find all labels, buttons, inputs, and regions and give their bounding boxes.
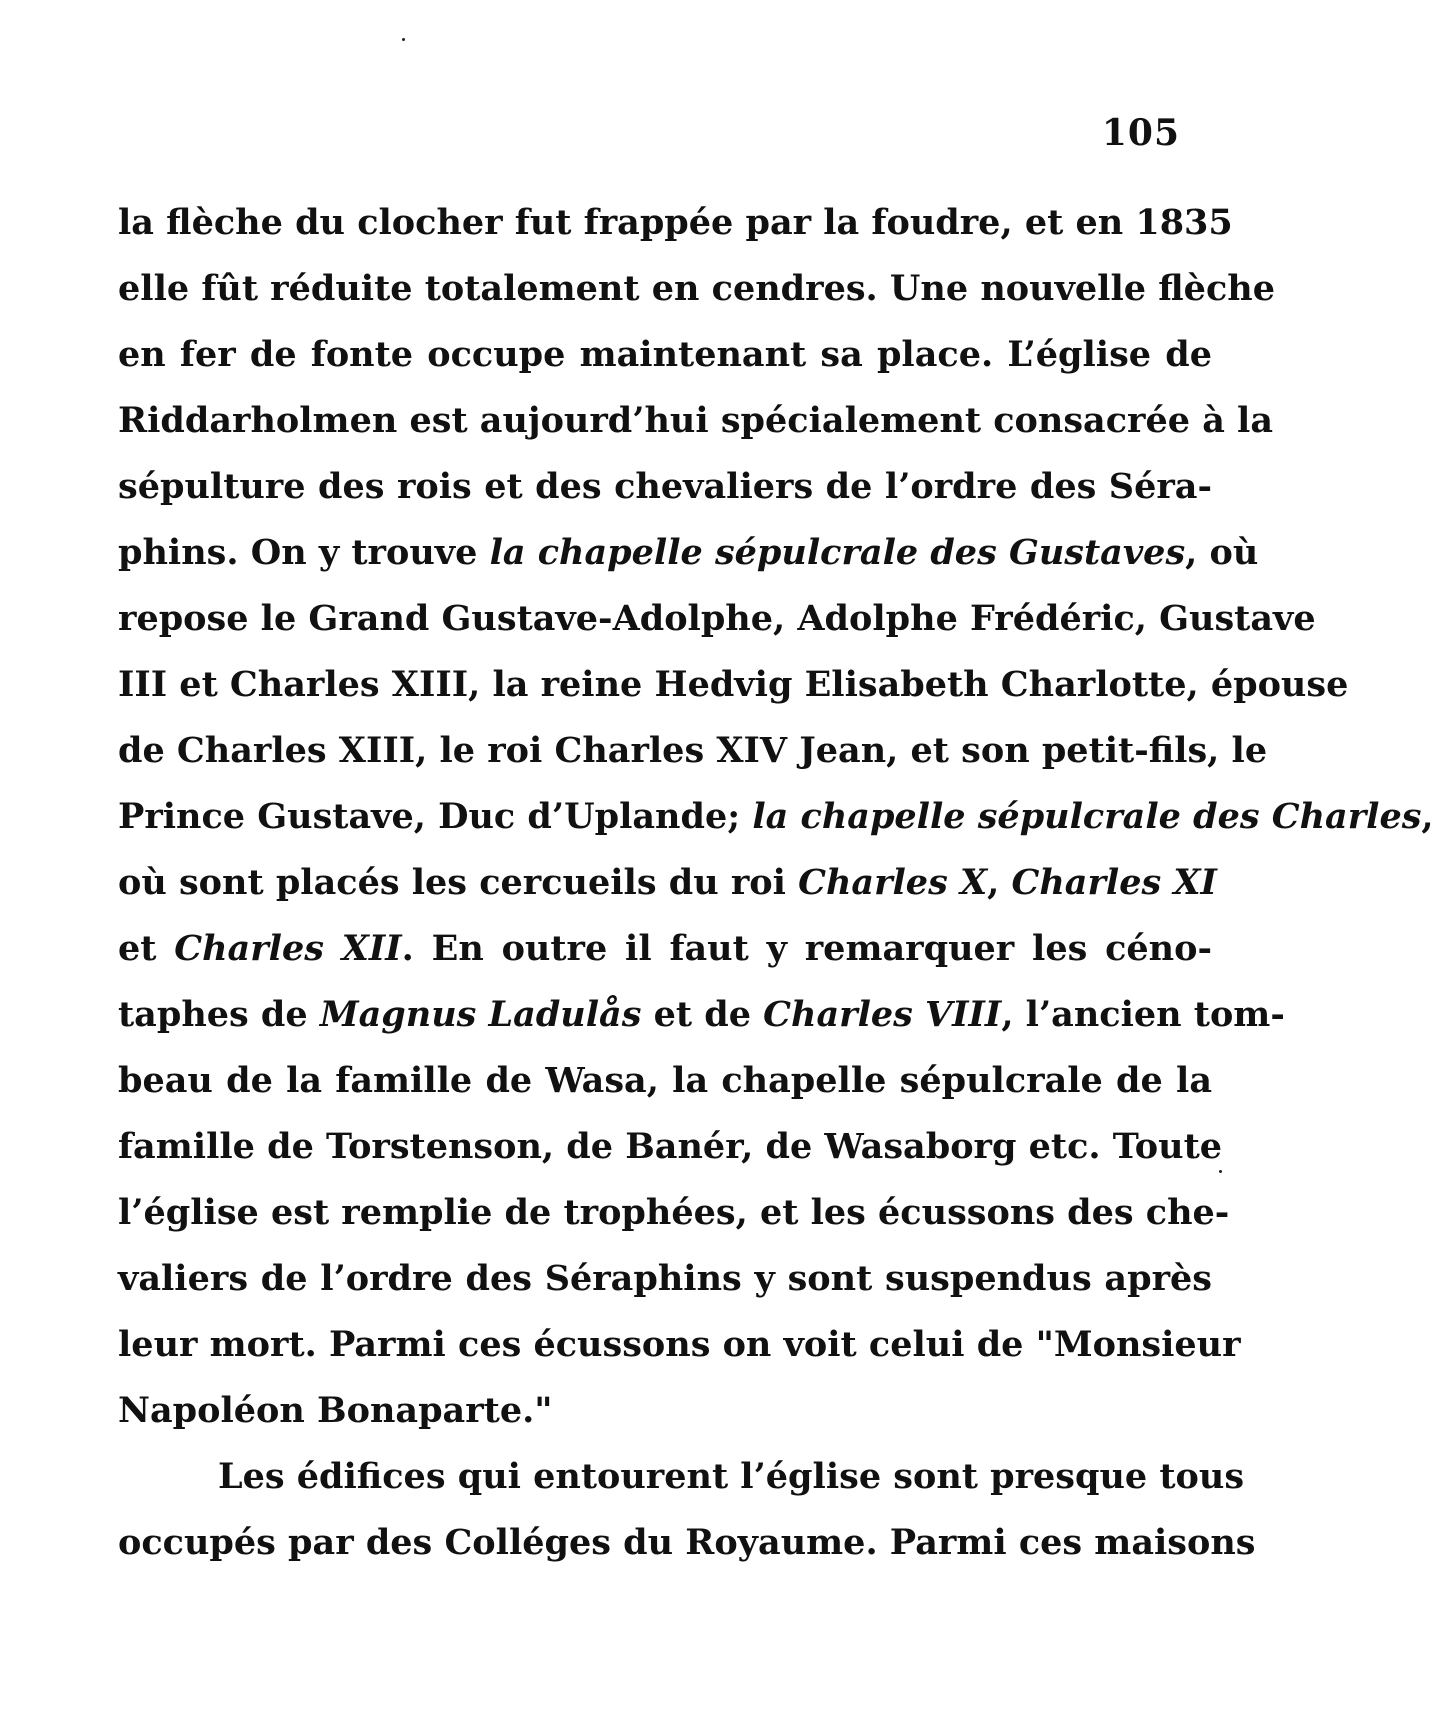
text-line [118,982,1285,1048]
text-line [118,1378,1212,1444]
text-segment: sépulture des rois et des chevaliers de l’ordre des Séra- [118,466,1212,507]
text-line [118,1246,1212,1312]
text-segment: III et Charles XIII, la reine Hedvig Elisabeth Charlotte, épouse [118,664,1349,705]
text-segment: valiers de l’ordre des Séraphins y sont suspendus après [118,1258,1212,1299]
text-segment: l’église est remplie de trophées, et les écussons des che- [118,1192,1230,1233]
text-line [118,916,1212,982]
text-line [118,190,1233,256]
italic-text: la chapelle sépulcrale des Gustaves [489,532,1186,573]
text-line [118,1444,1245,1510]
italic-text: Charles XII [174,928,402,969]
text-segment: occupés par des Colléges du Royaume. Parmi ces maisons [118,1522,1256,1563]
italic-text: Magnus Ladulås [319,994,642,1035]
text-segment: beau de la famille de Wasa, la chapelle sépulcrale de la [118,1060,1212,1101]
text-line [118,1312,1241,1378]
italic-text: Charles VIII [763,994,1002,1035]
text-segment: famille de Torstenson, de Banér, de Wasaborg etc. Toute [118,1126,1223,1167]
italic-text: Charles X [798,862,988,903]
text-segment: elle fût réduite totalement en cendres. Une nouvelle flèche [118,268,1275,309]
text-segment: Napoléon Bonaparte." [118,1390,553,1431]
text-line [118,784,1434,850]
text-segment: , [1421,796,1434,837]
text-line [118,256,1275,322]
text-segment: et [118,928,175,969]
text-line [118,652,1349,718]
italic-text: Charles XI [1011,862,1217,903]
paragraph-2 [118,1444,1256,1576]
text-segment: Riddarholmen est aujourd’hui spécialement consacrée à la [118,400,1274,441]
text-segment: , où [1185,532,1259,573]
text-line [118,1510,1256,1576]
text-line [118,322,1212,388]
body-text [118,190,1434,1576]
text-segment: phins. On y trouve [118,532,490,573]
paragraph-1 [118,190,1434,1444]
text-segment: où sont placés les cercueils du roi [118,862,799,903]
text-line [118,1180,1230,1246]
text-segment: Prince Gustave, Duc d’Uplande; [118,796,753,837]
text-segment: la flèche du clocher fut frappée par la foudre, et en 1835 [118,202,1233,243]
text-segment: et de [641,994,764,1035]
text-segment: Les édifices qui entourent l’église sont presque tous [218,1456,1245,1497]
text-line [118,586,1316,652]
text-line [118,1048,1212,1114]
page-number: 105 [1101,112,1180,154]
text-line [118,454,1212,520]
text-segment: , l’ancien tom- [1001,994,1285,1035]
text-line [118,718,1268,784]
text-segment: leur mort. Parmi ces écussons on voit celui de "Monsieur [118,1324,1241,1365]
italic-text: la chapelle sépulcrale des Charles [752,796,1422,837]
scan-speck [1219,1170,1222,1173]
text-line [118,850,1217,916]
text-segment: en fer de fonte occupe maintenant sa place. L’église de [118,334,1212,375]
text-line [118,1114,1223,1180]
text-segment: . En outre il faut y remarquer les céno- [401,928,1213,969]
scan-speck [402,38,405,41]
text-segment: repose le Grand Gustave-Adolphe, Adolphe Frédéric, Gustave [118,598,1316,639]
text-segment: , [987,862,1012,903]
text-line [118,520,1259,586]
text-segment: de Charles XIII, le roi Charles XIV Jean, et son petit-fils, le [118,730,1268,771]
text-segment: taphes de [118,994,320,1035]
text-line [118,388,1274,454]
